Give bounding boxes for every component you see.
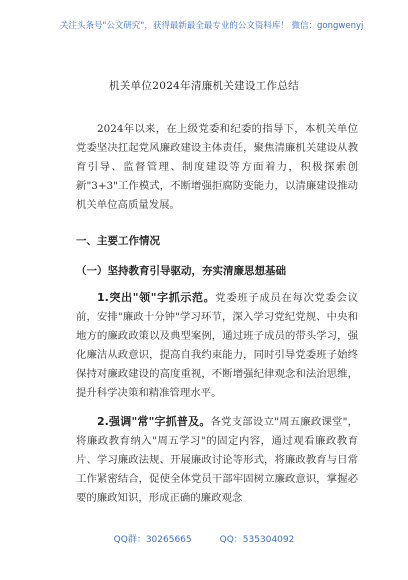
footer-contacts [0, 532, 408, 545]
header-banner: 关注头条号"公文研究"，获得最新最全最专业的公文资料库！ 微信：gongwenyj [60, 21, 364, 31]
item-2-body: 各党支部设立"周五廉政课堂"，将廉政教育纳入"周五学习"的固定内容，通过观看廉政教育片、学习廉政法规、开展廉政讨论等形式，将廉政教育与日常工作紧密结合，促使全体党员干部牢固树立廉政意识，掌握必要的廉政知识，形成正确的廉政观念 [76, 416, 359, 504]
footer-qq-group: QQ群：30265665 [113, 535, 192, 545]
section-heading: 一、主要工作情况 [76, 235, 160, 247]
subsection-heading: （一）坚持教育引导驱动，夯实清廉思想基础 [76, 265, 286, 277]
item-2-lead: 2.强调"常"字抓普及。 [97, 415, 211, 428]
intro-paragraph: 2024年以来，在上级党委和纪委的指导下，本机关单位党委坚决扛起党风廉政建设主体责任，聚焦清廉机关建设从教育引导、监督管理、制度建设等方面着力，积极探索创新"3+3"工作模式，不断增强拒腐防变能力，以清廉建设推动机关单位高质量发展。 [76, 123, 358, 211]
footer-qq: QQ：535304092 [219, 535, 295, 545]
item-2-paragraph [76, 412, 358, 508]
item-1-body: 党委班子成员在每次党委会议前，安排"廉政十分钟"学习环节，深入学习党纪党规、中央和地方的廉政政策以及典型案例，通过班子成员的带头学习，强化廉洁从政意识，提高自我约束能力，同时引导党委班子始终保持对廉政建设的高度重视，不断增强纪律观念和法治思维，提升科学决策和精准管理水平。 [76, 292, 359, 399]
item-1-paragraph [76, 288, 358, 403]
item-1-lead: 1.突出"领"字抓示范。 [97, 291, 216, 304]
document-title: 机关单位2024年清廉机关建设工作总结 [109, 80, 299, 92]
